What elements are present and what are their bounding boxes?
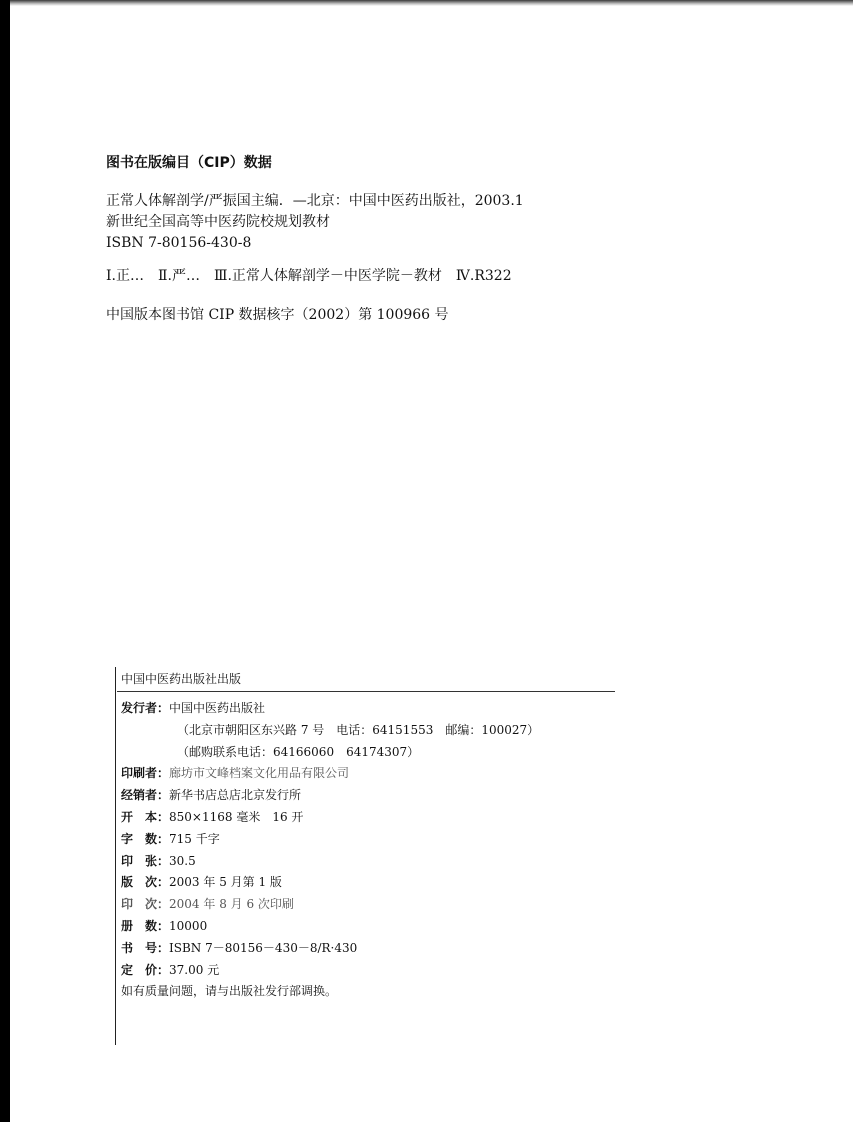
printing-row <box>121 894 539 916</box>
words-label: 字 数 ： <box>121 832 169 846</box>
words-row <box>121 829 539 851</box>
address-row <box>121 720 539 742</box>
sheets-value: 30.5 <box>169 853 196 868</box>
cip-number: 中国版本图书馆 CIP 数据核字（2002）第 100966 号 <box>106 307 449 323</box>
printer-label: 印刷者 ： <box>121 766 169 780</box>
sheets-row <box>121 851 539 873</box>
address-value: （北京市朝阳区东兴路 7 号 电话：64151553 邮编：100027） <box>177 722 540 737</box>
copies-row <box>121 916 539 938</box>
words-value: 715 千字 <box>169 831 220 846</box>
mail-order-value: （邮购联系电话：64166060 64174307） <box>177 744 420 759</box>
printing-label: 印 次 ： <box>121 897 169 911</box>
copies-value: 10000 <box>169 918 208 933</box>
scan-top-edge <box>0 0 853 6</box>
cip-record <box>106 153 826 326</box>
cip-title: 图书在版编目（CIP）数据 <box>106 155 272 171</box>
copies-label: 册 数 ： <box>121 919 169 933</box>
imprint-left-rule <box>115 667 116 1045</box>
edition-label: 版 次 ： <box>121 875 169 889</box>
printer-row <box>121 763 539 785</box>
distributor-value: 中国中医药出版社 <box>169 701 266 715</box>
edition-value: 2003 年 5 月第 1 版 <box>169 875 282 890</box>
cip-record-line: 正常人体解剖学/严振国主编．—北京：中国中医药出版社，2003.1 <box>106 193 524 209</box>
distributor-label: 发行者 ： <box>121 701 169 715</box>
book-number-value: ISBN 7－80156－430－8/R·430 <box>169 940 358 955</box>
scan-left-edge <box>0 0 10 1122</box>
price-label: 定 价 ： <box>121 963 169 977</box>
imprint-divider <box>117 691 615 692</box>
notice-row <box>121 981 539 1003</box>
notice-text: 如有质量问题，请与出版社发行部调换。 <box>121 984 338 999</box>
seller-row <box>121 785 539 807</box>
cip-series: 新世纪全国高等中医药院校规划教材 <box>106 214 330 230</box>
price-row <box>121 960 539 982</box>
imprint-block <box>115 667 615 1047</box>
edition-row <box>121 872 539 894</box>
cip-subjects: Ⅰ.正… Ⅱ.严… Ⅲ.正常人体解剖学－中医学院－教材 Ⅳ.R322 <box>106 268 512 284</box>
seller-value: 新华书店总店北京发行所 <box>169 788 302 803</box>
seller-label: 经销者 ： <box>121 788 169 802</box>
imprint-list <box>121 698 539 1003</box>
format-row <box>121 807 539 829</box>
book-number-row <box>121 938 539 960</box>
format-value: 850×1168 毫米 16 开 <box>169 809 304 824</box>
publisher-heading: 中国中医药出版社出版 <box>121 672 242 686</box>
printing-value: 2004 年 8 月 6 次印刷 <box>169 897 294 912</box>
price-value: 37.00 元 <box>169 962 220 977</box>
sheets-label: 印 张 ： <box>121 854 169 868</box>
distributor-row <box>121 698 539 720</box>
mail-order-row <box>121 742 539 764</box>
format-label: 开 本 ： <box>121 810 169 824</box>
book-number-label: 书 号 ： <box>121 941 169 955</box>
cip-isbn: ISBN 7-80156-430-8 <box>106 235 252 251</box>
printer-value: 廊坊市文峰档案文化用品有限公司 <box>169 766 350 781</box>
